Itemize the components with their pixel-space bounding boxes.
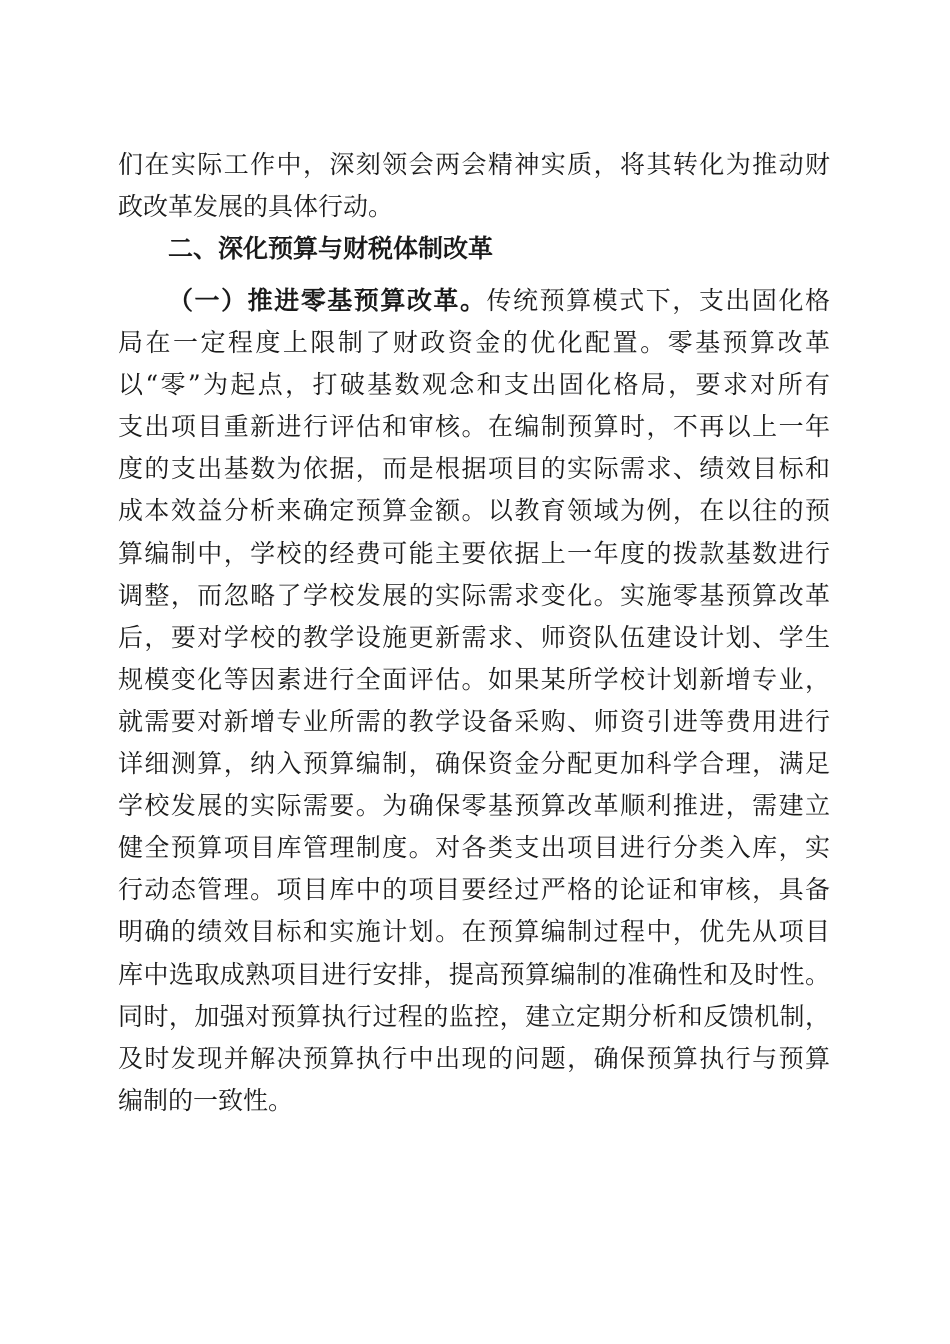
main-line-1: [118, 280, 830, 322]
main-line-12: 详细测算，纳入预算编制，确保资金分配更加科学合理，满足: [118, 749, 830, 779]
intro-line-1: 们在实际工作中，深刻领会两会精神实质，将其转化为推动财: [118, 150, 830, 179]
main-line-16: 明确的绩效目标和实施计划。在预算编制过程中，优先从项目: [118, 917, 830, 947]
main-line-5: 度的支出基数为依据，而是根据项目的实际需求、绩效目标和: [118, 454, 830, 484]
main-line-3: 以“零”为起点，打破基数观念和支出固化格局，要求对所有: [118, 370, 830, 400]
section-heading: 二、深化预算与财税体制改革: [168, 234, 494, 263]
main-line-19: 及时发现并解决预算执行中出现的问题，确保预算执行与预算: [118, 1043, 830, 1073]
intro-line-2: 政改革发展的具体行动。: [118, 192, 394, 222]
main-line-14: 健全预算项目库管理制度。对各类支出项目进行分类入库，实: [118, 833, 830, 863]
main-line-1-rest: 传统预算模式下，支出固化格: [486, 286, 830, 315]
main-line-20: 编制的一致性。: [118, 1085, 294, 1115]
main-line-4: 支出项目重新进行评估和审核。在编制预算时，不再以上一年: [118, 412, 830, 442]
main-line-11: 就需要对新增专业所需的教学设备采购、师资引进等费用进行: [118, 706, 830, 736]
main-line-6: 成本效益分析来确定预算金额。以教育领域为例，在以往的预: [118, 496, 830, 526]
main-line-13: 学校发展的实际需要。为确保零基预算改革顺利推进，需建立: [118, 791, 830, 821]
main-line-10: 规模变化等因素进行全面评估。如果某所学校计划新增专业，: [118, 664, 830, 694]
intro-paragraph: [118, 144, 830, 228]
main-line-7: 算编制中，学校的经费可能主要依据上一年度的拨款基数进行: [118, 538, 830, 568]
main-line-18: 同时，加强对预算执行过程的监控，建立定期分析和反馈机制，: [118, 1001, 830, 1031]
subsection-heading: （一）推进零基预算改革。: [168, 286, 487, 315]
main-line-17: 库中选取成熟项目进行安排，提高预算编制的准确性和及时性。: [118, 959, 830, 989]
main-line-9: 后，要对学校的教学设施更新需求、师资队伍建设计划、学生: [118, 622, 830, 652]
main-line-15: 行动态管理。项目库中的项目要经过严格的论证和审核，具备: [118, 875, 830, 905]
main-line-8: 调整，而忽略了学校发展的实际需求变化。实施零基预算改革: [118, 580, 830, 610]
main-paragraph: [118, 280, 830, 1122]
main-line-2: 局在一定程度上限制了财政资金的优化配置。零基预算改革: [118, 328, 830, 358]
